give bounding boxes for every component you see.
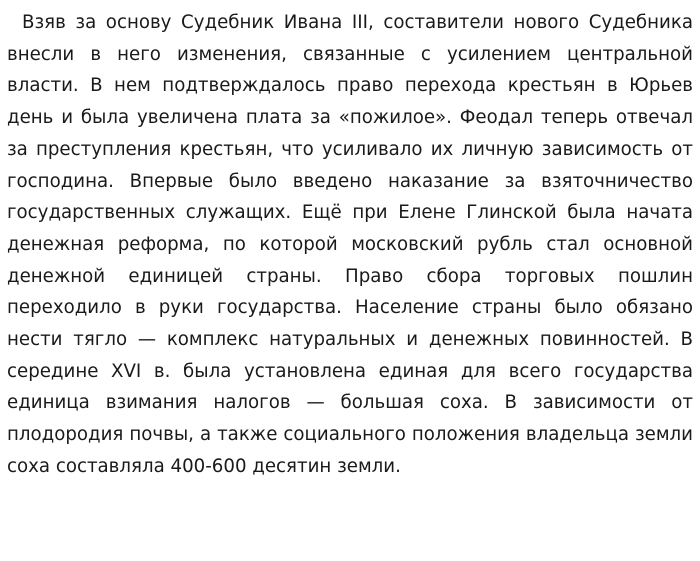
body-paragraph: Взяв за основу Судебник Ивана III, составители нового Судебника внесли в него изменения, связанные с усилением центральной власти. В нем подтверждалось право перехода крестьян в Юрьев день и была увеличена плата за «пожилое». Феодал теперь отвечал за преступления крестьян, что усиливало их личную зависимость от господина. Впервые было введено наказание за взяточничество государственных служащих. Ещё при Елене Глинской была начата денежная реформа, по которой московский рубль стал основной денежной единицей страны. Право сбора торговых пошлин переходило в руки государства. Население страны было обязано нести тягло — комплекс натуральных и денежных повинностей. В середине XVI в. была установлена единая для всего государства единица взимания налогов — большая соха. В зависимости от плодородия почвы, а также социального положения владельца земли соха составляла 400-600 десятин земли. — [7, 12, 693, 477]
document-page — [7, 7, 693, 483]
